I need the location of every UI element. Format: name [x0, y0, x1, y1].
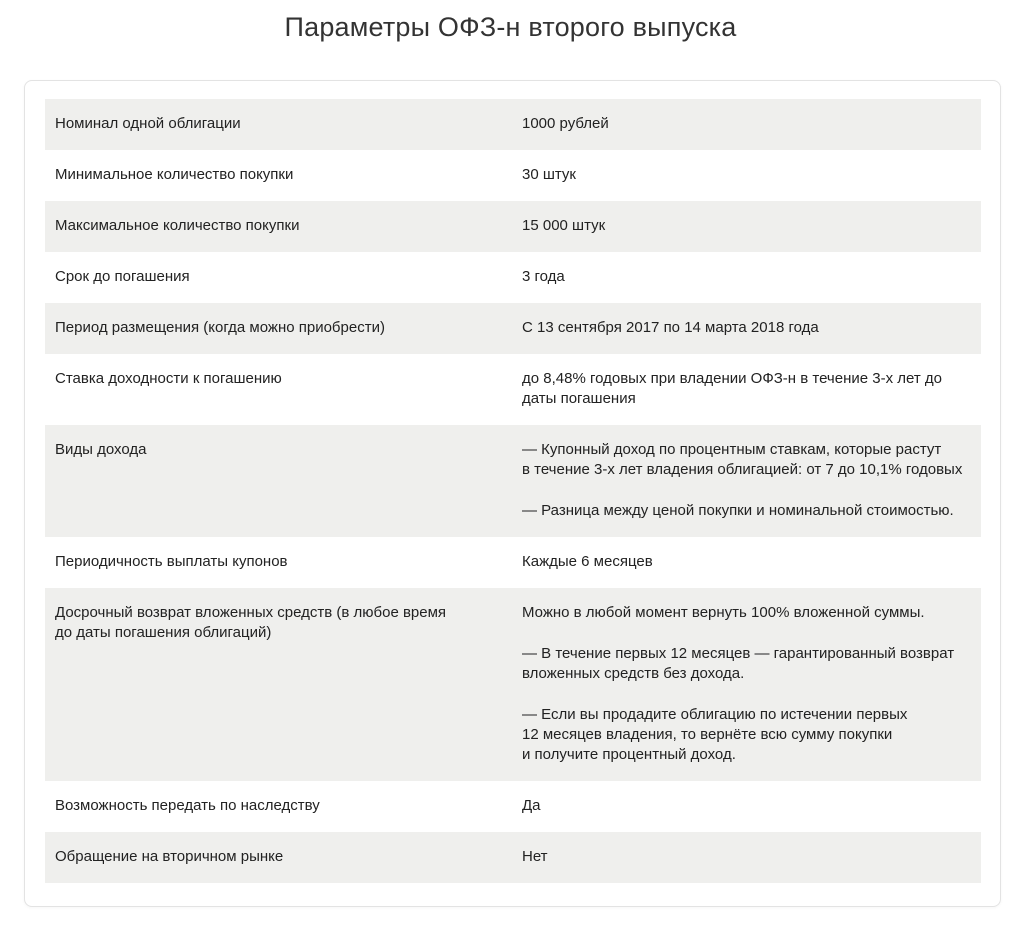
table-row [45, 252, 981, 303]
page-title: Параметры ОФЗ-н второго выпуска [284, 12, 737, 42]
table-row [45, 354, 981, 425]
parameter-label-line: Периодичность выплаты купонов [55, 553, 288, 570]
parameter-value-line: 15 000 штук [522, 217, 606, 234]
parameter-value-line: вложенных средств без дохода. [522, 665, 745, 682]
table-row [45, 588, 981, 781]
parameter-value-line: Каждые 6 месяцев [522, 553, 653, 570]
parameter-value-line: 12 месяцев владения, то вернёте всю сумму покупки [522, 726, 893, 743]
parameter-value-line: 3 года [522, 268, 565, 285]
parameter-label-line: Ставка доходности к погашению [55, 370, 282, 387]
parameter-value [512, 588, 981, 781]
parameter-label [45, 425, 512, 537]
parameter-label-line: Максимальное количество покупки [55, 217, 300, 234]
table-row [45, 781, 981, 832]
parameter-label [45, 832, 512, 883]
parameter-value-line: С 13 сентября 2017 по 14 марта 2018 года [522, 319, 819, 336]
parameter-value-line: Да [522, 797, 541, 814]
parameter-value-line: даты погашения [522, 390, 636, 407]
table-row [45, 99, 981, 150]
parameter-value [512, 425, 981, 537]
parameter-value [512, 303, 981, 354]
parameter-label [45, 99, 512, 150]
parameter-value-paragraph [522, 440, 971, 480]
parameter-label [45, 150, 512, 201]
parameter-value-line: — В течение первых 12 месяцев — гарантированный возврат [522, 645, 955, 662]
parameter-value-line: Можно в любой момент вернуть 100% вложенной суммы. [522, 604, 925, 621]
parameter-value-paragraph [522, 369, 971, 409]
parameter-value-line: Нет [522, 848, 548, 865]
parameter-value-paragraph [522, 847, 971, 867]
parameters-table-body [45, 99, 981, 883]
parameter-label [45, 354, 512, 425]
parameter-value [512, 354, 981, 425]
parameter-value [512, 201, 981, 252]
parameter-label-line: Возможность передать по наследству [55, 797, 320, 814]
table-row [45, 150, 981, 201]
parameter-label-line: Виды дохода [55, 441, 147, 458]
parameter-label-line: Номинал одной облигации [55, 115, 241, 132]
parameter-value-paragraph [522, 644, 971, 684]
parameter-value-paragraph [522, 501, 971, 521]
parameter-value-paragraph [522, 165, 971, 185]
parameter-label-line: Досрочный возврат вложенных средств (в любое время [55, 604, 447, 621]
parameter-value [512, 832, 981, 883]
table-row [45, 201, 981, 252]
parameter-value-line: — Если вы продадите облигацию по истечении первых [522, 706, 908, 723]
parameter-label-line: Минимальное количество покупки [55, 166, 294, 183]
table-row [45, 537, 981, 588]
parameter-label [45, 252, 512, 303]
parameter-value-paragraph [522, 267, 971, 287]
parameter-value [512, 99, 981, 150]
parameter-label-line: Обращение на вторичном рынке [55, 848, 284, 865]
table-row [45, 303, 981, 354]
parameter-label-line: до даты погашения облигаций) [55, 624, 272, 641]
parameters-table [45, 99, 981, 883]
parameter-label [45, 537, 512, 588]
parameters-card [24, 80, 1001, 907]
parameter-label-line: Период размещения (когда можно приобрести) [55, 319, 385, 336]
parameter-value-paragraph [522, 216, 971, 236]
parameter-value-paragraph [522, 114, 971, 134]
parameter-value-paragraph [522, 796, 971, 816]
parameter-value-line: и получите процентный доход. [522, 746, 736, 763]
parameter-label-line: Срок до погашения [55, 268, 190, 285]
parameter-value-line: 1000 рублей [522, 115, 609, 132]
parameter-value-line: до 8,48% годовых при владении ОФЗ-н в течение 3-х лет до [522, 370, 942, 387]
parameter-label [45, 201, 512, 252]
parameter-value-paragraph [522, 318, 971, 338]
parameter-value-line: — Купонный доход по процентным ставкам, которые растут [522, 441, 942, 458]
parameter-value [512, 537, 981, 588]
parameter-value [512, 150, 981, 201]
parameter-label [45, 588, 512, 781]
parameter-label [45, 303, 512, 354]
parameter-value-line: — Разница между ценой покупки и номинальной стоимостью. [522, 502, 954, 519]
parameter-value-paragraph [522, 705, 971, 765]
parameter-value-paragraph [522, 603, 971, 623]
parameter-label [45, 781, 512, 832]
table-row [45, 832, 981, 883]
parameter-value-line: 30 штук [522, 166, 576, 183]
parameter-value-paragraph [522, 552, 971, 572]
parameter-value [512, 252, 981, 303]
parameter-value-line: в течение 3-х лет владения облигацией: от 7 до 10,1% годовых [522, 461, 963, 478]
parameter-value [512, 781, 981, 832]
table-row [45, 425, 981, 537]
